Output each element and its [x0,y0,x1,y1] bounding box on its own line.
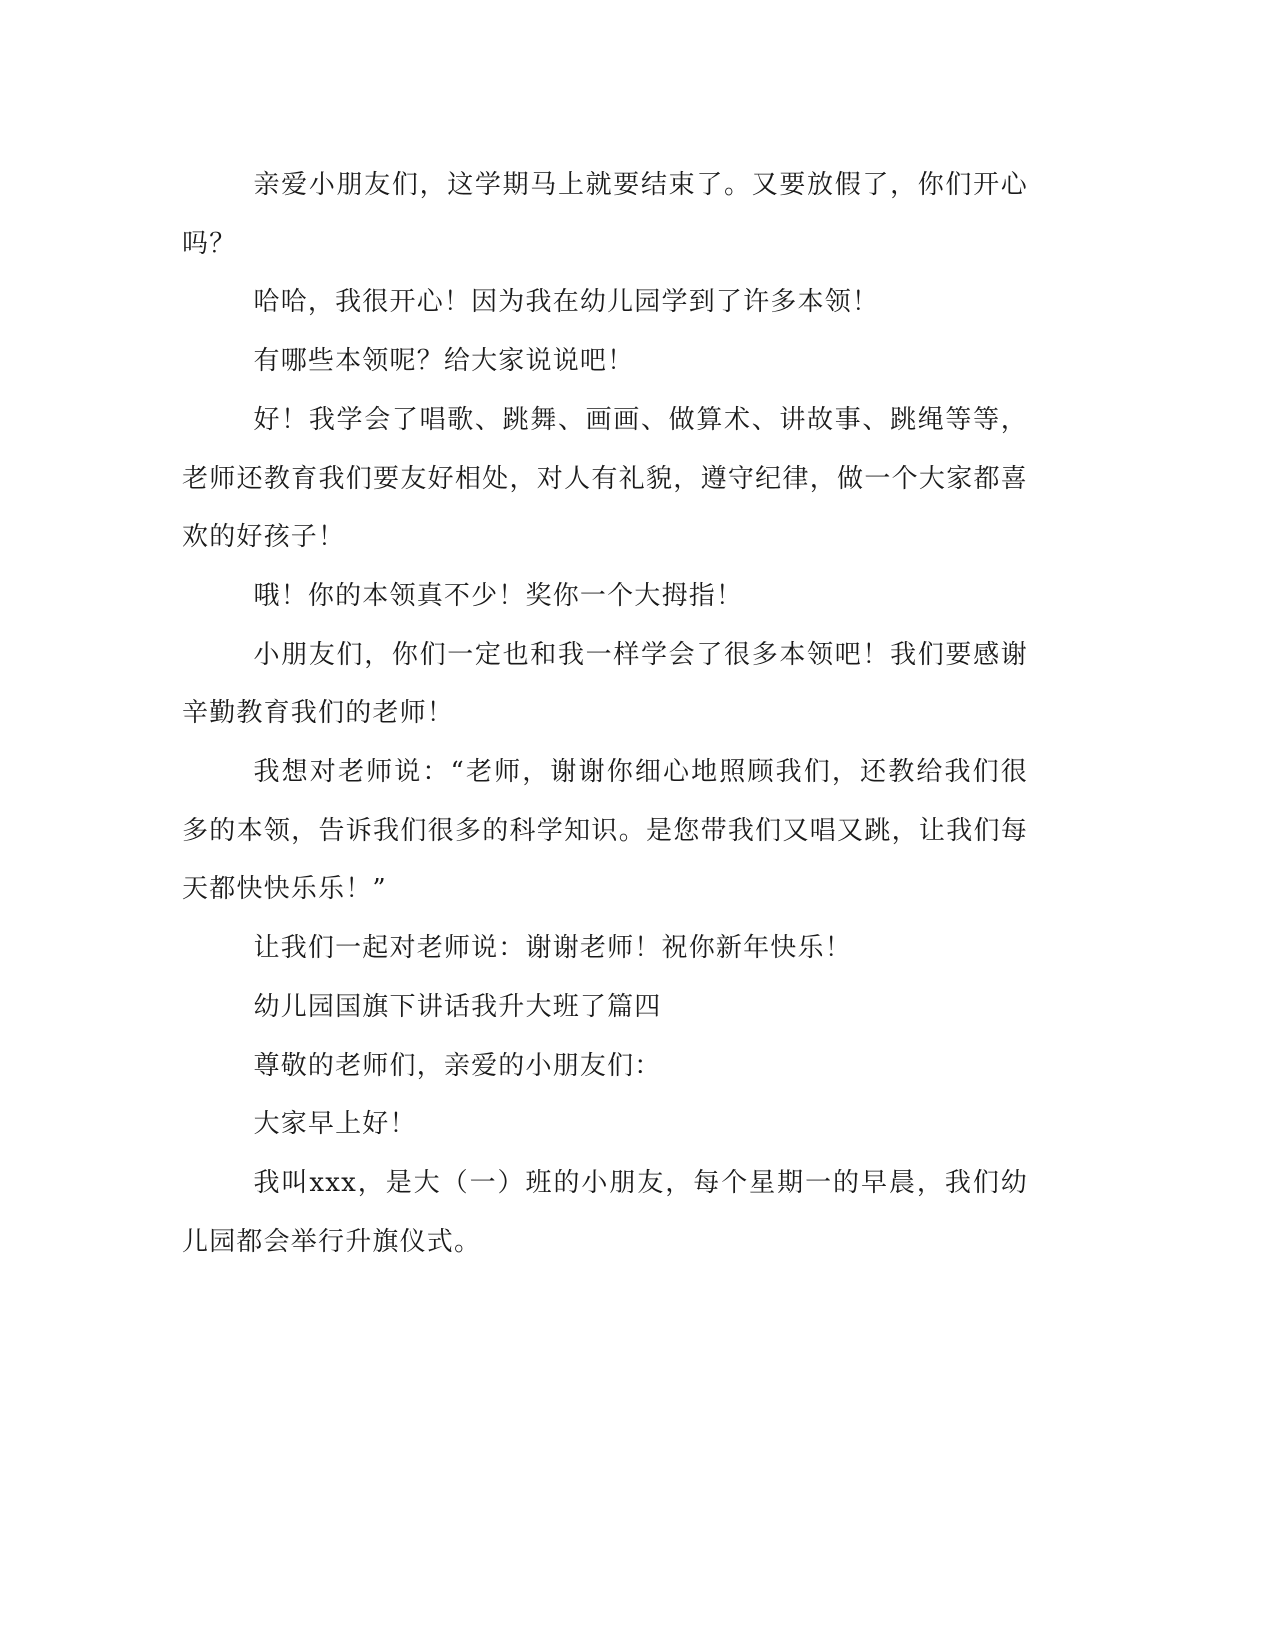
section-heading: 幼儿园国旗下讲话我升大班了篇四 [253,991,662,1022]
paragraph: 小朋友们，你们一定也和我一样学会了很多本领吧！我们要感谢辛勤教育我们的老师！ [182,639,1028,729]
paragraph: 哈哈，我很开心！因为我在幼儿园学到了许多本领！ [253,287,880,318]
paragraph: 亲爱小朋友们，这学期马上就要结束了。又要放假了，你们开心吗？ [182,170,1028,259]
document-body [182,156,1028,1271]
greeting: 大家早上好！ [253,1109,417,1140]
paragraph: 有哪些本领呢？给大家说说吧！ [253,346,635,377]
paragraph: 哦！你的本领真不少！奖你一个大拇指！ [253,580,744,611]
paragraph: 好！我学会了唱歌、跳舞、画画、做算术、讲故事、跳绳等等，老师还教育我们要友好相处，对人有礼貌，遵守纪律，做一个大家都喜欢的好孩子！ [182,404,1028,553]
salutation: 尊敬的老师们，亲爱的小朋友们： [253,1050,662,1081]
paragraph: 让我们一起对老师说：谢谢老师！祝你新年快乐！ [253,933,852,964]
paragraph: 我叫xxx，是大（一）班的小朋友，每个星期一的早晨，我们幼儿园都会举行升旗仪式。 [182,1167,1028,1257]
paragraph: 我想对老师说：“老师，谢谢你细心地照顾我们，还教给我们很多的本领，告诉我们很多的科学知识。是您带我们又唱又跳，让我们每天都快快乐乐！” [182,757,1028,905]
